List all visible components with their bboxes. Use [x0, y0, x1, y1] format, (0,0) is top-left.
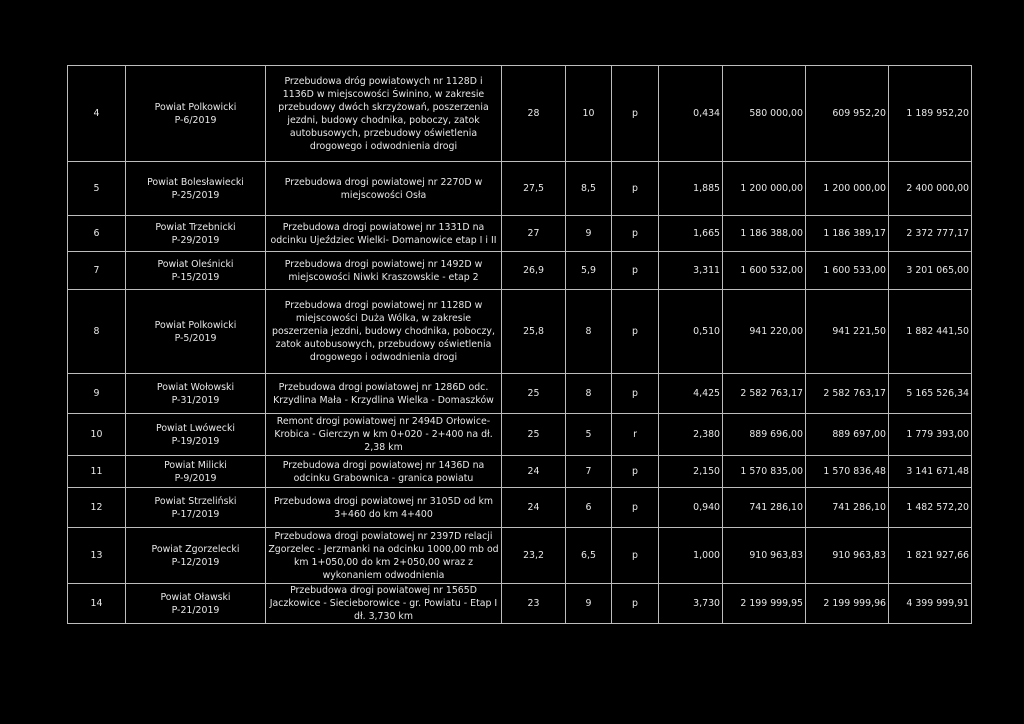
cell-length-km: 1,665: [659, 216, 723, 252]
cell-total-value: 1 821 927,66: [889, 528, 972, 584]
cell-applicant: [126, 488, 266, 528]
cell-points-secondary: 9: [566, 584, 612, 624]
cell-row-number: 12: [68, 488, 126, 528]
cell-row-number: 6: [68, 216, 126, 252]
cell-length-km: 1,000: [659, 528, 723, 584]
cell-applicant: [126, 528, 266, 584]
application-reference: P-9/2019: [174, 472, 217, 484]
cell-points-total: 23,2: [502, 528, 566, 584]
cell-own-contribution: 2 582 763,17: [806, 374, 889, 414]
cell-row-number: 11: [68, 456, 126, 488]
cell-points-total: 24: [502, 488, 566, 528]
cell-task-title: Przebudowa drogi powiatowej nr 1492D w miejscowości Niwki Kraszowskie - etap 2: [266, 252, 502, 290]
cell-points-total: 23: [502, 584, 566, 624]
table-row: [68, 456, 972, 488]
applicant-name: Powiat Wołowski: [156, 381, 235, 393]
cell-applicant: [126, 414, 266, 456]
cell-applicant: [126, 584, 266, 624]
cell-points-secondary: 5,9: [566, 252, 612, 290]
cell-task-title: Remont drogi powiatowej nr 2494D Orłowice-Krobica - Gierczyn w km 0+020 - 2+400 na dł. 2,38 km: [266, 414, 502, 456]
cell-row-number: 7: [68, 252, 126, 290]
cell-total-value: 1 779 393,00: [889, 414, 972, 456]
cell-own-contribution: 941 221,50: [806, 290, 889, 374]
cell-row-number: 9: [68, 374, 126, 414]
application-reference: P-17/2019: [171, 508, 220, 520]
cell-task-title: Przebudowa drogi powiatowej nr 1128D w miejscowości Duża Wólka, w zakresie poszerzenia jezdni, budowy chodnika, poboczy, zatok autobusowych, przebudowy oświetlenia drogowego i odwodnienia drogi: [266, 290, 502, 374]
cell-points-secondary: 6: [566, 488, 612, 528]
application-reference: P-19/2019: [171, 435, 220, 447]
cell-task-type: p: [612, 252, 659, 290]
cell-task-type: p: [612, 290, 659, 374]
cell-row-number: 14: [68, 584, 126, 624]
cell-task-title: Przebudowa drogi powiatowej nr 2397D relacji Zgorzelec - Jerzmanki na odcinku 1000,00 mb od km 1+050,00 do km 2+050,00 wraz z wykonaniem odwodnienia: [266, 528, 502, 584]
cell-applicant: [126, 252, 266, 290]
cell-task-type: p: [612, 488, 659, 528]
application-reference: P-12/2019: [171, 556, 220, 568]
application-reference: P-29/2019: [171, 234, 220, 246]
cell-points-total: 27,5: [502, 162, 566, 216]
cell-row-number: 13: [68, 528, 126, 584]
cell-points-secondary: 7: [566, 456, 612, 488]
table-row: [68, 66, 972, 162]
cell-total-value: 3 141 671,48: [889, 456, 972, 488]
application-reference: P-31/2019: [171, 394, 220, 406]
cell-length-km: 3,730: [659, 584, 723, 624]
cell-row-number: 10: [68, 414, 126, 456]
cell-requested-amount: 1 570 835,00: [723, 456, 806, 488]
applicant-name: Powiat Polkowicki: [154, 319, 237, 331]
cell-requested-amount: 1 186 388,00: [723, 216, 806, 252]
table-row: [68, 584, 972, 624]
cell-points-secondary: 8: [566, 290, 612, 374]
table-row: [68, 252, 972, 290]
cell-length-km: 0,940: [659, 488, 723, 528]
cell-own-contribution: 741 286,10: [806, 488, 889, 528]
cell-points-secondary: 9: [566, 216, 612, 252]
project-ranking-table: [67, 65, 972, 624]
cell-total-value: 3 201 065,00: [889, 252, 972, 290]
cell-requested-amount: 910 963,83: [723, 528, 806, 584]
cell-applicant: [126, 374, 266, 414]
cell-row-number: 5: [68, 162, 126, 216]
applicant-name: Powiat Zgorzelecki: [151, 543, 240, 555]
cell-own-contribution: 2 199 999,96: [806, 584, 889, 624]
cell-own-contribution: 910 963,83: [806, 528, 889, 584]
application-reference: P-25/2019: [171, 189, 220, 201]
table-row: [68, 162, 972, 216]
cell-points-secondary: 8,5: [566, 162, 612, 216]
applicant-name: Powiat Trzebnicki: [155, 221, 236, 233]
cell-requested-amount: 889 696,00: [723, 414, 806, 456]
cell-length-km: 0,510: [659, 290, 723, 374]
cell-requested-amount: 941 220,00: [723, 290, 806, 374]
cell-points-total: 27: [502, 216, 566, 252]
cell-points-secondary: 5: [566, 414, 612, 456]
table-body: [68, 66, 972, 624]
cell-task-type: p: [612, 528, 659, 584]
applicant-name: Powiat Polkowicki: [154, 101, 237, 113]
application-reference: P-6/2019: [174, 114, 217, 126]
cell-task-type: p: [612, 374, 659, 414]
cell-own-contribution: 1 570 836,48: [806, 456, 889, 488]
cell-total-value: 1 482 572,20: [889, 488, 972, 528]
cell-own-contribution: 1 186 389,17: [806, 216, 889, 252]
cell-total-value: 1 882 441,50: [889, 290, 972, 374]
cell-requested-amount: 1 200 000,00: [723, 162, 806, 216]
cell-task-title: Przebudowa drogi powiatowej nr 3105D od km 3+460 do km 4+400: [266, 488, 502, 528]
cell-points-total: 28: [502, 66, 566, 162]
applicant-name: Powiat Oławski: [160, 591, 231, 603]
cell-task-type: p: [612, 216, 659, 252]
cell-total-value: 5 165 526,34: [889, 374, 972, 414]
table-row: [68, 290, 972, 374]
cell-length-km: 0,434: [659, 66, 723, 162]
table-row: [68, 216, 972, 252]
application-reference: P-5/2019: [174, 332, 217, 344]
cell-points-secondary: 10: [566, 66, 612, 162]
cell-length-km: 2,150: [659, 456, 723, 488]
cell-requested-amount: 580 000,00: [723, 66, 806, 162]
cell-task-type: p: [612, 584, 659, 624]
cell-total-value: 2 372 777,17: [889, 216, 972, 252]
cell-points-total: 26,9: [502, 252, 566, 290]
cell-requested-amount: 2 582 763,17: [723, 374, 806, 414]
cell-total-value: 4 399 999,91: [889, 584, 972, 624]
applicant-name: Powiat Strzeliński: [154, 495, 237, 507]
cell-total-value: 1 189 952,20: [889, 66, 972, 162]
cell-applicant: [126, 66, 266, 162]
cell-task-title: Przebudowa drogi powiatowej nr 2270D w miejscowości Osła: [266, 162, 502, 216]
cell-points-total: 25: [502, 374, 566, 414]
applicant-name: Powiat Lwówecki: [156, 422, 235, 434]
cell-own-contribution: 889 697,00: [806, 414, 889, 456]
cell-applicant: [126, 162, 266, 216]
cell-length-km: 3,311: [659, 252, 723, 290]
cell-row-number: 8: [68, 290, 126, 374]
cell-task-title: Przebudowa drogi powiatowej nr 1436D na odcinku Grabownica - granica powiatu: [266, 456, 502, 488]
application-reference: P-15/2019: [171, 271, 220, 283]
cell-requested-amount: 2 199 999,95: [723, 584, 806, 624]
cell-own-contribution: 609 952,20: [806, 66, 889, 162]
applicant-name: Powiat Oleśnicki: [157, 258, 234, 270]
cell-points-secondary: 8: [566, 374, 612, 414]
cell-requested-amount: 741 286,10: [723, 488, 806, 528]
table-row: [68, 488, 972, 528]
cell-task-type: p: [612, 66, 659, 162]
cell-task-title: Przebudowa drogi powiatowej nr 1286D odc. Krzydlina Mała - Krzydlina Wielka - Domaszków: [266, 374, 502, 414]
cell-length-km: 4,425: [659, 374, 723, 414]
table-row: [68, 414, 972, 456]
cell-points-total: 24: [502, 456, 566, 488]
cell-applicant: [126, 290, 266, 374]
cell-length-km: 2,380: [659, 414, 723, 456]
application-reference: P-21/2019: [171, 604, 220, 616]
cell-own-contribution: 1 600 533,00: [806, 252, 889, 290]
cell-task-type: p: [612, 162, 659, 216]
cell-length-km: 1,885: [659, 162, 723, 216]
cell-points-total: 25,8: [502, 290, 566, 374]
cell-points-total: 25: [502, 414, 566, 456]
cell-requested-amount: 1 600 532,00: [723, 252, 806, 290]
applicant-name: Powiat Milicki: [164, 459, 227, 471]
cell-own-contribution: 1 200 000,00: [806, 162, 889, 216]
table-row: [68, 528, 972, 584]
table-row: [68, 374, 972, 414]
cell-total-value: 2 400 000,00: [889, 162, 972, 216]
cell-task-title: Przebudowa drogi powiatowej nr 1565D Jaczkowice - Siecieborowice - gr. Powiatu - Etap I dł. 3,730 km: [266, 584, 502, 624]
cell-row-number: 4: [68, 66, 126, 162]
cell-applicant: [126, 456, 266, 488]
cell-points-secondary: 6,5: [566, 528, 612, 584]
cell-task-type: p: [612, 456, 659, 488]
cell-task-type: r: [612, 414, 659, 456]
cell-applicant: [126, 216, 266, 252]
cell-task-title: Przebudowa drogi powiatowej nr 1331D na odcinku Ujeździec Wielki- Domanowice etap I i II: [266, 216, 502, 252]
cell-task-title: Przebudowa dróg powiatowych nr 1128D i 1136D w miejscowości Świnino, w zakresie przebudowy dwóch skrzyżowań, poszerzenia jezdni, budowy chodnika, poboczy, zatok autobusowych, przebudowy oświetlenia drogowego i odwodnienia drogi: [266, 66, 502, 162]
applicant-name: Powiat Bolesławiecki: [147, 176, 244, 188]
